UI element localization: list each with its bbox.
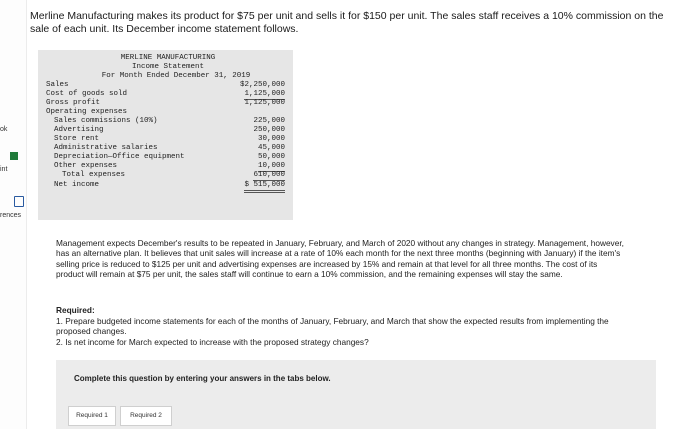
tab-required-1[interactable]: Required 1 [68, 406, 116, 426]
income-statement [38, 50, 293, 220]
statement-row [54, 181, 291, 190]
statement-title: Income Statement [131, 63, 204, 71]
statement-period: For Month Ended December 31, 2019 [101, 72, 251, 80]
row-label: Depreciation—Office equipment [54, 153, 185, 161]
row-label: Sales commissions (10%) [54, 117, 158, 125]
row-amount: 610,000 [253, 171, 285, 179]
row-amount: 1,125,000 [244, 99, 285, 107]
references-icon [14, 196, 24, 207]
row-amount: 10,000 [257, 162, 285, 170]
statement-row [54, 117, 291, 126]
statement-company: MERLINE MANUFACTURING [120, 54, 216, 62]
statement-row [46, 108, 291, 117]
row-amount: 1,125,000 [244, 90, 285, 98]
row-label: Sales [46, 81, 69, 89]
sidebar-item-label: ok [0, 126, 8, 133]
sidebar-item-label: int [0, 166, 8, 173]
required-item-2: 2. Is net income for March expected to increase with the proposed strategy changes? [56, 337, 369, 347]
tab-required-2[interactable]: Required 2 [120, 406, 172, 426]
print-icon [10, 152, 18, 160]
row-label: Store rent [54, 135, 100, 143]
required-heading: Required: [56, 305, 95, 315]
row-label: Operating expenses [46, 108, 128, 116]
row-label: Gross profit [46, 99, 101, 107]
row-amount: $ 515,000 [244, 181, 285, 193]
statement-row [46, 81, 291, 90]
row-amount: 30,000 [257, 135, 285, 143]
required-item-1: 1. Prepare budgeted income statements for each of the months of January, February, and March that show the expected results from implementing the proposed changes. [56, 316, 609, 337]
statement-row [54, 126, 291, 135]
row-label: Cost of goods sold [46, 90, 128, 98]
scenario-text: Management expects December's results to be repeated in January, February, and March of 2020 without any changes in strategy. Management, however, has an alternative plan. It believes that unit sales will increase at a rate of 10% each month for the next three months (beginning with January) if the item's selling price is reduced to $125 per unit and advertising expenses are increased by 15% and remain at that level for all three months. The cost of its product will remain at $75 per unit, the sales staff will continue to earn a 10% commission, and the remaining expenses will stay the same. [56, 238, 624, 280]
statement-row [46, 99, 291, 108]
row-label: Net income [54, 181, 100, 189]
instructions-panel [56, 360, 656, 429]
row-label: Total expenses [62, 171, 126, 179]
left-sidebar [0, 0, 27, 429]
statement-row [54, 135, 291, 144]
row-label: Advertising [54, 126, 104, 134]
row-amount: 50,000 [257, 153, 285, 161]
row-label: Administrative salaries [54, 144, 158, 152]
row-amount: 225,000 [253, 117, 285, 125]
instructions-text: Complete this question by entering your answers in the tabs below. [74, 374, 331, 383]
statement-row [54, 144, 291, 153]
row-label: Other expenses [54, 162, 118, 170]
problem-intro: Merline Manufacturing makes its product for $75 per unit and sells it for $150 per unit. The sales staff receives a 10% commission on the sale of each unit. Its December income statement follows. [30, 10, 664, 35]
statement-row [54, 162, 291, 171]
sidebar-item-label: rences [0, 212, 22, 219]
row-amount: 250,000 [253, 126, 285, 134]
statement-row [46, 90, 291, 99]
row-amount: 45,000 [257, 144, 285, 152]
row-amount: $2,250,000 [239, 81, 285, 89]
statement-row [54, 153, 291, 162]
statement-row [62, 171, 291, 180]
